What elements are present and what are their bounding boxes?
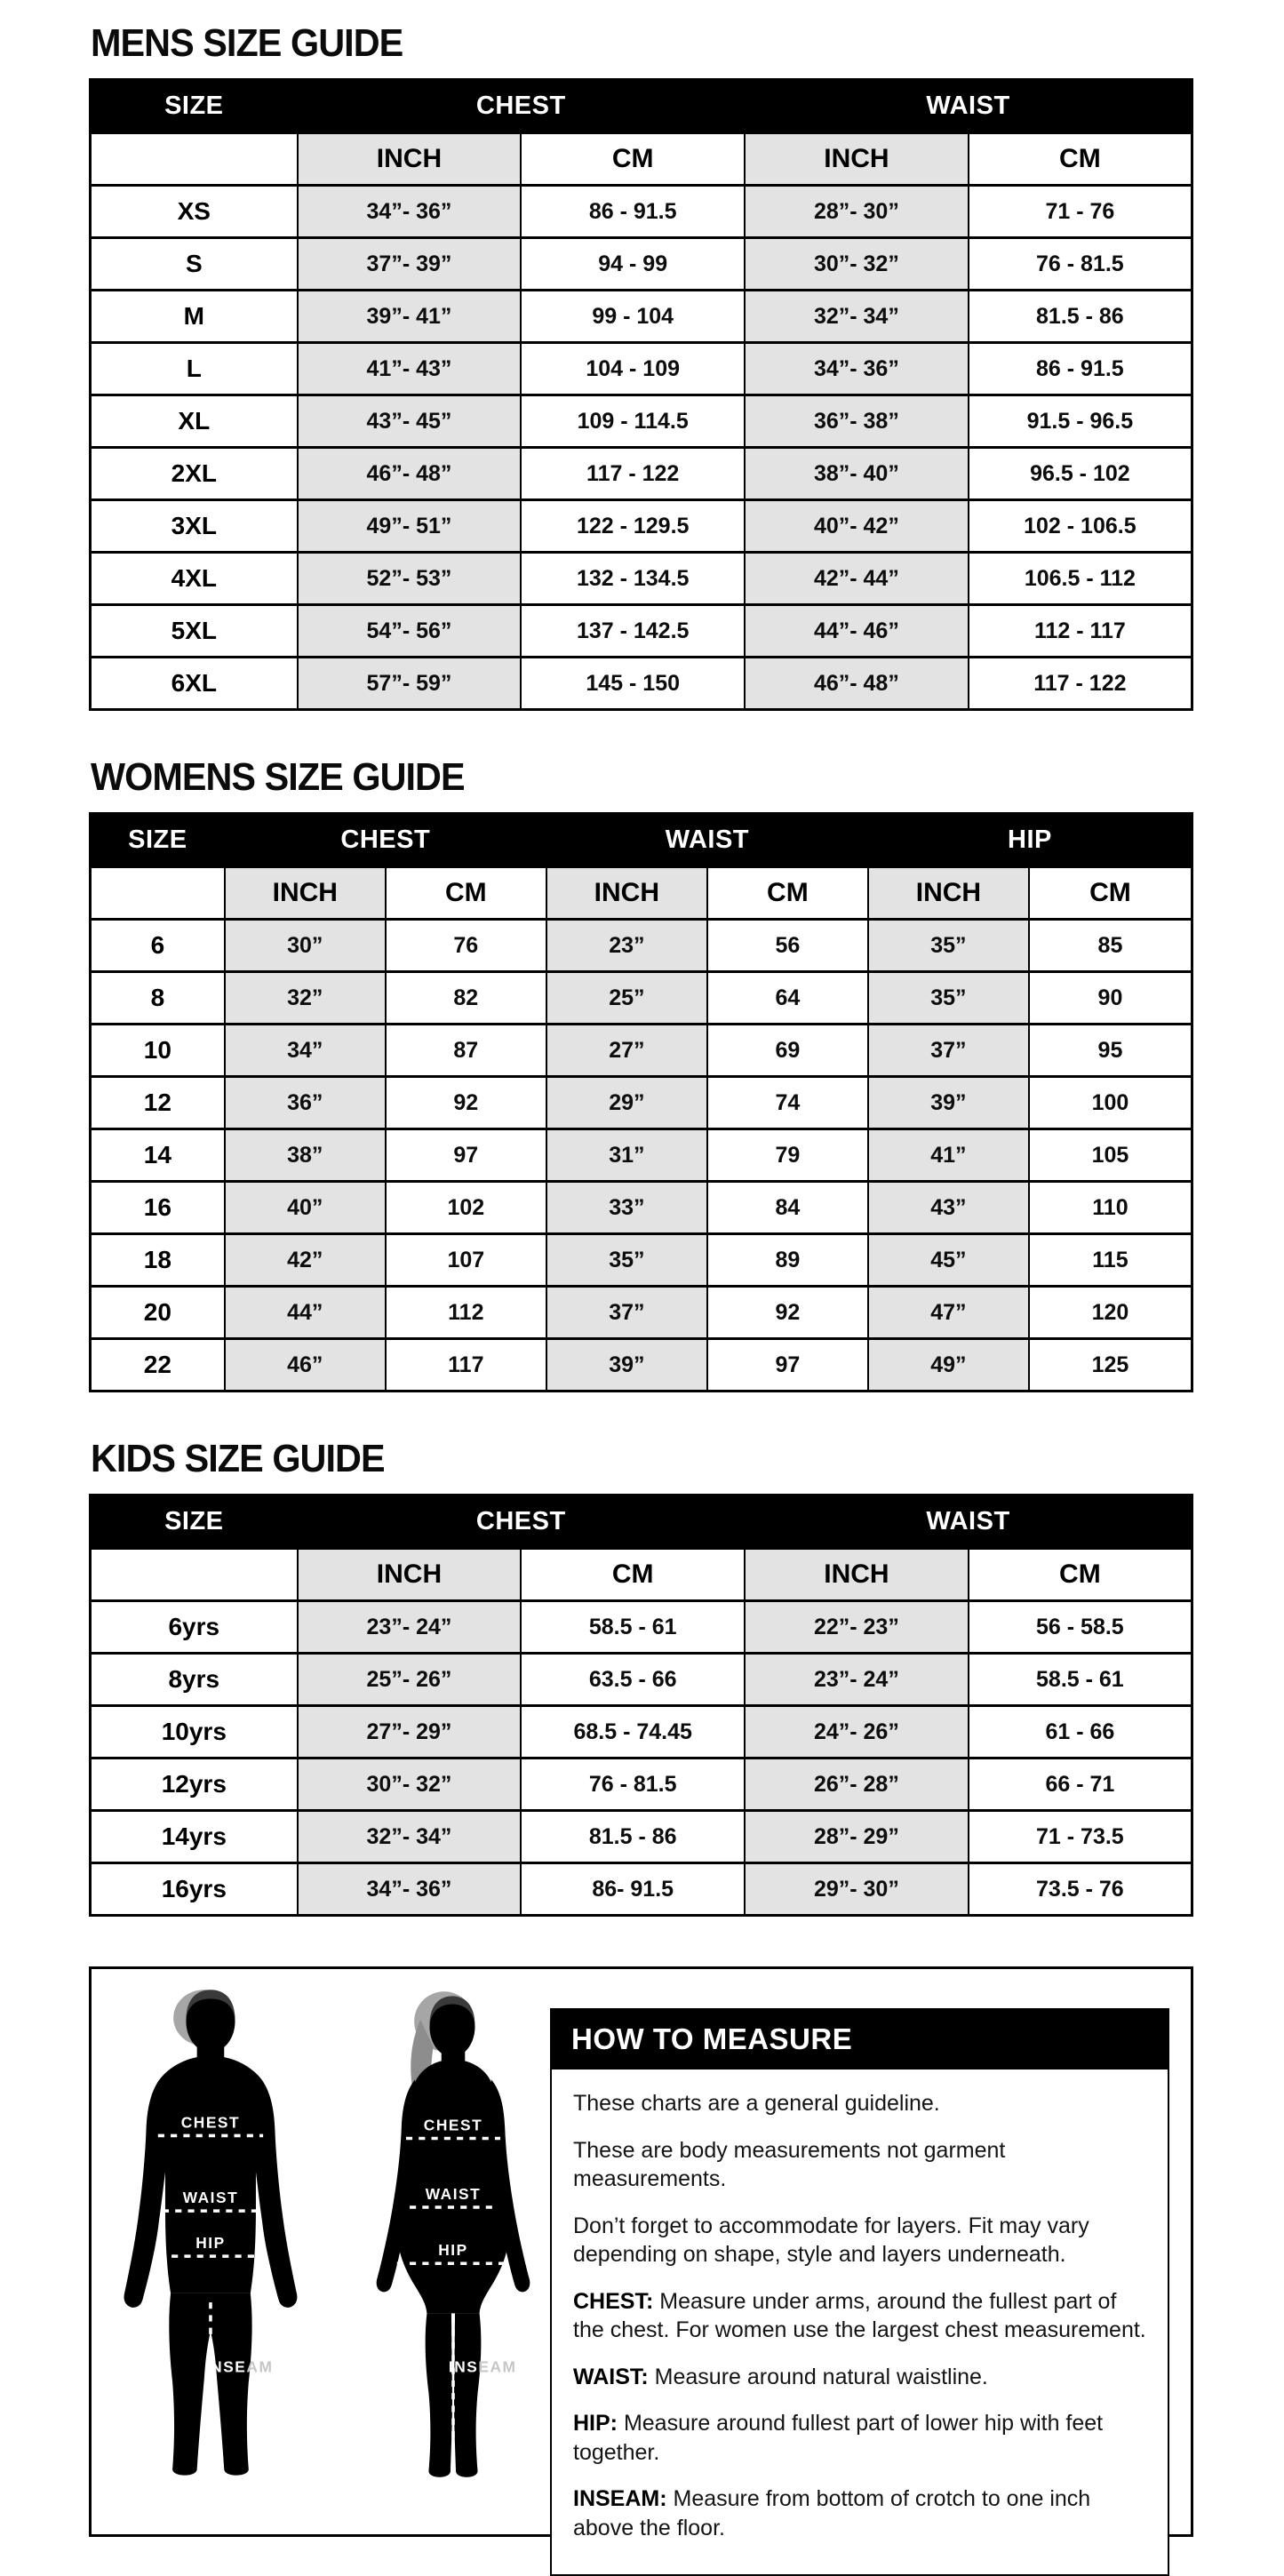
size-row (91, 1129, 1192, 1182)
measurement-cell: 99 - 104 (521, 291, 745, 343)
measurement-cell: 46”- 48” (745, 658, 969, 710)
measurement-cell: 112 - 117 (969, 605, 1192, 658)
unit-header: CM (1029, 867, 1192, 920)
size-row (91, 972, 1192, 1025)
measurement-cell: 35” (546, 1234, 707, 1287)
unit-header: INCH (225, 867, 386, 920)
measurement-cell: 97 (707, 1339, 868, 1392)
size-row (91, 920, 1192, 972)
female-inseam-label: INSEAM (448, 2357, 517, 2376)
size-row (91, 448, 1192, 500)
measurement-cell: 27”- 29” (298, 1706, 522, 1759)
size-label-cell: XS (91, 186, 298, 238)
measure-term: INSEAM: (573, 2486, 667, 2511)
measurement-cell: 46” (225, 1339, 386, 1392)
measurement-cell: 35” (868, 920, 1029, 972)
measurement-cell: 36” (225, 1077, 386, 1129)
measure-paragraph (573, 2136, 1146, 2194)
measurement-cell: 31” (546, 1129, 707, 1182)
size-row (91, 395, 1192, 448)
female-waist-label: WAIST (425, 2184, 482, 2203)
measurement-cell: 44”- 46” (745, 605, 969, 658)
column-group-header: SIZE (91, 1495, 298, 1549)
size-row (91, 1182, 1192, 1234)
size-label-cell: 18 (91, 1234, 225, 1287)
measure-paragraph (573, 2484, 1146, 2542)
measurement-cell: 29” (546, 1077, 707, 1129)
measurement-cell: 71 - 76 (969, 186, 1192, 238)
size-row (91, 1863, 1192, 1916)
male-chest-label: CHEST (180, 2113, 241, 2132)
size-row (91, 1706, 1192, 1759)
table-group-header-row (91, 1495, 1192, 1549)
size-label-cell: 16yrs (91, 1863, 298, 1916)
measurement-cell: 25” (546, 972, 707, 1025)
female-left-leg (426, 2313, 452, 2476)
unit-header: CM (386, 867, 546, 920)
measurement-cell: 86 - 91.5 (521, 186, 745, 238)
measurement-cell: 61 - 66 (969, 1706, 1192, 1759)
measurement-cell: 34” (225, 1025, 386, 1077)
measure-term: HIP: (573, 2411, 618, 2436)
measurement-cell: 23”- 24” (745, 1654, 969, 1706)
male-hip-label: HIP (195, 2233, 226, 2252)
measurement-cell: 38”- 40” (745, 448, 969, 500)
womens-guide-title: WOMENS SIZE GUIDE (91, 755, 465, 799)
table-group-header-row (91, 814, 1192, 867)
unit-header (91, 133, 298, 186)
unit-header: CM (707, 867, 868, 920)
measurement-cell: 82 (386, 972, 546, 1025)
measurement-cell: 92 (386, 1077, 546, 1129)
measurement-cell: 37” (868, 1025, 1029, 1077)
measurement-cell: 105 (1029, 1129, 1192, 1182)
measurement-cell: 110 (1029, 1182, 1192, 1234)
size-label-cell: 22 (91, 1339, 225, 1392)
column-group-header: CHEST (298, 1495, 745, 1549)
measurement-cell: 104 - 109 (521, 343, 745, 395)
measurement-cell: 97 (386, 1129, 546, 1182)
measurement-cell: 89 (707, 1234, 868, 1287)
size-row (91, 605, 1192, 658)
measurement-cell: 27” (546, 1025, 707, 1077)
size-label-cell: 20 (91, 1287, 225, 1339)
measurement-cell: 45” (868, 1234, 1029, 1287)
measurement-cell: 68.5 - 74.45 (521, 1706, 745, 1759)
unit-header: INCH (298, 133, 522, 186)
measurement-cell: 76 - 81.5 (521, 1759, 745, 1811)
measurement-cell: 47” (868, 1287, 1029, 1339)
measurement-cell: 115 (1029, 1234, 1192, 1287)
size-label-cell: 3XL (91, 500, 298, 553)
male-torso-arms (124, 2056, 298, 2308)
size-row (91, 186, 1192, 238)
measure-text: Don’t forget to accommodate for layers. Fit may vary depending on shape, style and layers underneath. (573, 2213, 1089, 2267)
measurement-cell: 41” (868, 1129, 1029, 1182)
measurement-cell: 54”- 56” (298, 605, 522, 658)
measurement-cell: 33” (546, 1182, 707, 1234)
how-to-measure-body (552, 2070, 1168, 2574)
measurement-cell: 100 (1029, 1077, 1192, 1129)
measure-paragraph (573, 2212, 1146, 2269)
measurement-cell: 112 (386, 1287, 546, 1339)
measurement-cell: 117 - 122 (521, 448, 745, 500)
column-group-header: WAIST (745, 1495, 1192, 1549)
measurement-cell: 43”- 45” (298, 395, 522, 448)
womens-size-guide-section (89, 755, 1193, 1392)
measurement-cell: 96.5 - 102 (969, 448, 1192, 500)
measurement-cell: 92 (707, 1287, 868, 1339)
measurement-cell: 117 (386, 1339, 546, 1392)
measure-paragraph (573, 2089, 1146, 2118)
measurement-cell: 24”- 26” (745, 1706, 969, 1759)
kids-size-table (89, 1494, 1193, 1917)
measure-paragraph (573, 2409, 1146, 2467)
female-hip-label: HIP (438, 2241, 468, 2260)
size-label-cell: S (91, 238, 298, 291)
measurement-cell: 22”- 23” (745, 1601, 969, 1654)
measure-text: Measure around natural waistline. (654, 2364, 988, 2389)
mens-guide-title: MENS SIZE GUIDE (91, 21, 403, 65)
measurement-cell: 122 - 129.5 (521, 500, 745, 553)
measurement-cell: 102 (386, 1182, 546, 1234)
measurement-cell: 37”- 39” (298, 238, 522, 291)
measurement-cell: 132 - 134.5 (521, 553, 745, 605)
size-label-cell: 16 (91, 1182, 225, 1234)
size-row (91, 1234, 1192, 1287)
unit-header: INCH (745, 133, 969, 186)
measurement-cell: 46”- 48” (298, 448, 522, 500)
size-row (91, 500, 1192, 553)
measurement-cell: 145 - 150 (521, 658, 745, 710)
size-label-cell: 12yrs (91, 1759, 298, 1811)
size-label-cell: 6 (91, 920, 225, 972)
measurement-cell: 32”- 34” (745, 291, 969, 343)
measurement-cell: 91.5 - 96.5 (969, 395, 1192, 448)
measure-text: These are body measurements not garment measurements. (573, 2137, 1006, 2191)
measure-text: Measure around fullest part of lower hip with feet together. (573, 2411, 1104, 2465)
size-label-cell: 6XL (91, 658, 298, 710)
measurement-cell: 64 (707, 972, 868, 1025)
measurement-cell: 137 - 142.5 (521, 605, 745, 658)
measurement-cell: 73.5 - 76 (969, 1863, 1192, 1916)
measurement-cell: 63.5 - 66 (521, 1654, 745, 1706)
unit-header (91, 1549, 298, 1601)
measurement-cell: 40”- 42” (745, 500, 969, 553)
size-row (91, 658, 1192, 710)
measurement-cell: 49” (868, 1339, 1029, 1392)
measure-text: Measure from bottom of crotch to one inch above the floor. (573, 2486, 1091, 2540)
measurement-cell: 117 - 122 (969, 658, 1192, 710)
size-label-cell: M (91, 291, 298, 343)
column-group-header: SIZE (91, 814, 225, 867)
measurement-cell: 38” (225, 1129, 386, 1182)
unit-header: INCH (298, 1549, 522, 1601)
measurement-cell: 37” (546, 1287, 707, 1339)
female-figure (352, 1980, 554, 2524)
size-row (91, 238, 1192, 291)
size-row (91, 1811, 1192, 1863)
size-row (91, 1601, 1192, 1654)
measurement-cell: 34”- 36” (298, 1863, 522, 1916)
measurement-cell: 23”- 24” (298, 1601, 522, 1654)
measurement-cell: 56 - 58.5 (969, 1601, 1192, 1654)
how-to-measure-box (550, 2008, 1169, 2576)
measurement-cell: 95 (1029, 1025, 1192, 1077)
mens-size-table (89, 78, 1193, 711)
measurement-cell: 30”- 32” (298, 1759, 522, 1811)
size-label-cell: 5XL (91, 605, 298, 658)
body-figures (106, 1980, 554, 2526)
measurement-cell: 40” (225, 1182, 386, 1234)
measurement-cell: 125 (1029, 1339, 1192, 1392)
measurement-cell: 30”- 32” (745, 238, 969, 291)
measurement-cell: 102 - 106.5 (969, 500, 1192, 553)
column-group-header: WAIST (745, 80, 1192, 133)
size-row (91, 1287, 1192, 1339)
measurement-cell: 81.5 - 86 (521, 1811, 745, 1863)
size-row (91, 1077, 1192, 1129)
measurement-cell: 29”- 30” (745, 1863, 969, 1916)
size-row (91, 553, 1192, 605)
table-unit-header-row (91, 133, 1192, 186)
measurement-cell: 107 (386, 1234, 546, 1287)
measurement-cell: 26”- 28” (745, 1759, 969, 1811)
measurement-cell: 34”- 36” (745, 343, 969, 395)
measurement-cell: 41”- 43” (298, 343, 522, 395)
unit-header: INCH (868, 867, 1029, 920)
measurement-cell: 58.5 - 61 (969, 1654, 1192, 1706)
measurement-cell: 66 - 71 (969, 1759, 1192, 1811)
measurement-cell: 43” (868, 1182, 1029, 1234)
female-chest-label: CHEST (423, 2116, 483, 2134)
measurement-cell: 94 - 99 (521, 238, 745, 291)
measurement-cell: 87 (386, 1025, 546, 1077)
measurement-cell: 56 (707, 920, 868, 972)
size-guide-page (89, 0, 1193, 2549)
measurement-cell: 25”- 26” (298, 1654, 522, 1706)
unit-header: CM (521, 1549, 745, 1601)
size-row (91, 1654, 1192, 1706)
measurement-cell: 69 (707, 1025, 868, 1077)
measurement-cell: 109 - 114.5 (521, 395, 745, 448)
measurement-cell: 86 - 91.5 (969, 343, 1192, 395)
measurement-cell: 76 - 81.5 (969, 238, 1192, 291)
measurement-cell: 32”- 34” (298, 1811, 522, 1863)
table-unit-header-row (91, 867, 1192, 920)
measurement-cell: 23” (546, 920, 707, 972)
size-label-cell: 4XL (91, 553, 298, 605)
size-row (91, 291, 1192, 343)
measurement-cell: 76 (386, 920, 546, 972)
size-label-cell: 14 (91, 1129, 225, 1182)
size-row (91, 1025, 1192, 1077)
how-to-measure-title: HOW TO MEASURE (552, 2010, 1168, 2070)
measurement-cell: 81.5 - 86 (969, 291, 1192, 343)
measure-text: Measure under arms, around the fullest part of the chest. For women use the largest chest measurement. (573, 2288, 1146, 2342)
how-to-measure-panel (89, 1966, 1193, 2540)
measurement-cell: 28”- 29” (745, 1811, 969, 1863)
measurement-cell: 71 - 73.5 (969, 1811, 1192, 1863)
kids-size-guide-section (89, 1437, 1193, 1917)
size-row (91, 1759, 1192, 1811)
measurement-cell: 42”- 44” (745, 553, 969, 605)
measurement-cell: 39” (868, 1077, 1029, 1129)
unit-header: INCH (745, 1549, 969, 1601)
male-figure (106, 1980, 319, 2524)
measurement-cell: 85 (1029, 920, 1192, 972)
size-label-cell: XL (91, 395, 298, 448)
size-row (91, 343, 1192, 395)
measurement-cell: 84 (707, 1182, 868, 1234)
womens-size-table (89, 812, 1193, 1392)
measurement-cell: 74 (707, 1077, 868, 1129)
measurement-cell: 35” (868, 972, 1029, 1025)
table-unit-header-row (91, 1549, 1192, 1601)
unit-header: CM (521, 133, 745, 186)
size-label-cell: 14yrs (91, 1811, 298, 1863)
measurement-cell: 30” (225, 920, 386, 972)
measure-text: These charts are a general guideline. (573, 2091, 940, 2116)
unit-header (91, 867, 225, 920)
measurement-cell: 79 (707, 1129, 868, 1182)
measurement-cell: 106.5 - 112 (969, 553, 1192, 605)
measurement-cell: 39”- 41” (298, 291, 522, 343)
size-label-cell: 10 (91, 1025, 225, 1077)
table-group-header-row (91, 80, 1192, 133)
measurement-cell: 44” (225, 1287, 386, 1339)
measurement-cell: 28”- 30” (745, 186, 969, 238)
female-right-leg (454, 2313, 481, 2476)
measurement-cell: 36”- 38” (745, 395, 969, 448)
measurement-cell: 90 (1029, 972, 1192, 1025)
size-label-cell: 8 (91, 972, 225, 1025)
unit-header: CM (969, 1549, 1192, 1601)
unit-header: CM (969, 133, 1192, 186)
measurement-cell: 52”- 53” (298, 553, 522, 605)
measurement-cell: 32” (225, 972, 386, 1025)
measurement-cell: 34”- 36” (298, 186, 522, 238)
size-row (91, 1339, 1192, 1392)
column-group-header: CHEST (225, 814, 546, 867)
mens-size-guide-section (89, 21, 1193, 711)
column-group-header: CHEST (298, 80, 745, 133)
column-group-header: HIP (868, 814, 1192, 867)
size-label-cell: L (91, 343, 298, 395)
measure-paragraph (573, 2287, 1146, 2345)
measurement-cell: 49”- 51” (298, 500, 522, 553)
size-label-cell: 10yrs (91, 1706, 298, 1759)
measure-paragraph (573, 2363, 1146, 2392)
size-label-cell: 2XL (91, 448, 298, 500)
male-waist-label: WAIST (182, 2188, 239, 2206)
size-label-cell: 12 (91, 1077, 225, 1129)
measurement-cell: 86- 91.5 (521, 1863, 745, 1916)
measurement-cell: 120 (1029, 1287, 1192, 1339)
column-group-header: SIZE (91, 80, 298, 133)
measurement-cell: 58.5 - 61 (521, 1601, 745, 1654)
male-inseam-label: INSEAM (204, 2357, 274, 2376)
unit-header: INCH (546, 867, 707, 920)
measure-term: CHEST: (573, 2288, 654, 2314)
measurement-cell: 39” (546, 1339, 707, 1392)
column-group-header: WAIST (546, 814, 868, 867)
size-label-cell: 8yrs (91, 1654, 298, 1706)
kids-guide-title: KIDS SIZE GUIDE (91, 1437, 385, 1480)
measurement-cell: 57”- 59” (298, 658, 522, 710)
measurement-cell: 42” (225, 1234, 386, 1287)
measure-term: WAIST: (573, 2364, 649, 2389)
size-label-cell: 6yrs (91, 1601, 298, 1654)
